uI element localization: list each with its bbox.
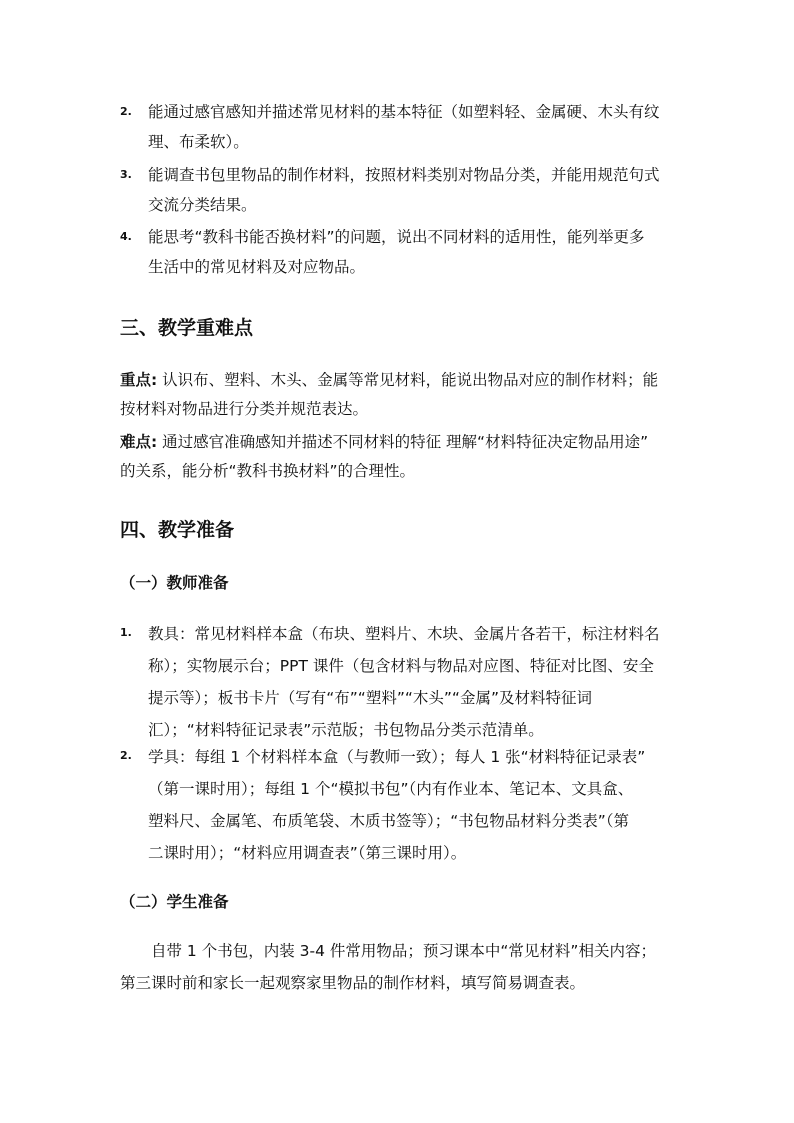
key-point-paragraph <box>120 366 680 424</box>
objective-line: 能通过感官感知并描述常见材料的基本特征（如塑料轻、金属硬、木头有纹 <box>148 103 660 121</box>
subheading-student-prep: （二）学生准备 <box>120 893 229 911</box>
student-prep-paragraph <box>120 935 680 999</box>
teacher-item-line: 教具：常见材料样本盒（布块、塑料片、木块、金属片各若干，标注材料名 <box>148 625 660 643</box>
objective-line: 能调查书包里物品的制作材料，按照材料类别对物品分类，并能用规范句式 <box>148 166 660 184</box>
list-number: 2. <box>120 105 132 118</box>
student-prep-line: 第三课时前和家长一起观察家里物品的制作材料，填写简易调查表。 <box>120 974 586 992</box>
teacher-item-line: 学具：每组 1 个材料样本盒（与教师一致）；每人 1 张“材料特征记录表” <box>148 748 646 766</box>
teacher-item-line: 汇）；“材料特征记录表”示范版；书包物品分类示范清单。 <box>148 721 544 739</box>
key-point-text: 按材料对物品进行分类并规范表达。 <box>120 400 369 418</box>
difficulty-text: 的关系，能分析“教科书换材料”的合理性。 <box>120 462 416 480</box>
difficulty-text: 通过感官准确感知并描述不同材料的特征 理解“材料特征决定物品用途” <box>157 433 649 451</box>
difficulty-label: 难点: <box>120 433 158 451</box>
key-point-text: 认识布、塑料、木头、金属等常见材料，能说出物品对应的制作材料；能 <box>157 371 659 389</box>
objective-line: 生活中的常见材料及对应物品。 <box>148 258 366 276</box>
student-prep-line: 自带 1 个书包，内装 3-4 件常用物品；预习课本中“常见材料”相关内容； <box>151 942 656 960</box>
teacher-item-line: （第一课时用）；每组 1 个“模拟书包”（内有作业本、笔记本、文具盒、 <box>148 780 634 798</box>
section-heading-key-points: 三、教学重难点 <box>120 317 254 339</box>
key-point-label: 重点: <box>120 371 158 389</box>
teacher-item-line: 称）；实物展示台；PPT 课件（包含材料与物品对应图、特征对比图、安全 <box>148 657 654 675</box>
teacher-item-line: 提示等）；板书卡片（写有“布”“塑料”“木头”“金属”及材料特征词 <box>148 689 592 707</box>
list-number: 4. <box>120 230 132 243</box>
difficulty-paragraph <box>120 428 680 486</box>
subheading-teacher-prep: （一）教师准备 <box>120 574 229 592</box>
teacher-item-line: 塑料尺、金属笔、布质笔袋、木质书签等）；“书包物品材料分类表”（第 <box>148 812 630 830</box>
list-number: 3. <box>120 168 132 181</box>
teacher-item-line: 二课时用）；“材料应用调查表”（第三课时用）。 <box>148 844 467 862</box>
section-heading-preparation: 四、教学准备 <box>120 519 235 541</box>
list-number: 1. <box>120 626 132 639</box>
list-number: 2. <box>120 749 132 762</box>
objective-line: 理、布柔软）。 <box>148 133 249 151</box>
objective-line: 交流分类结果。 <box>148 196 257 214</box>
objective-line: 能思考“教科书能否换材料”的问题，说出不同材料的适用性，能列举更多 <box>148 228 645 246</box>
